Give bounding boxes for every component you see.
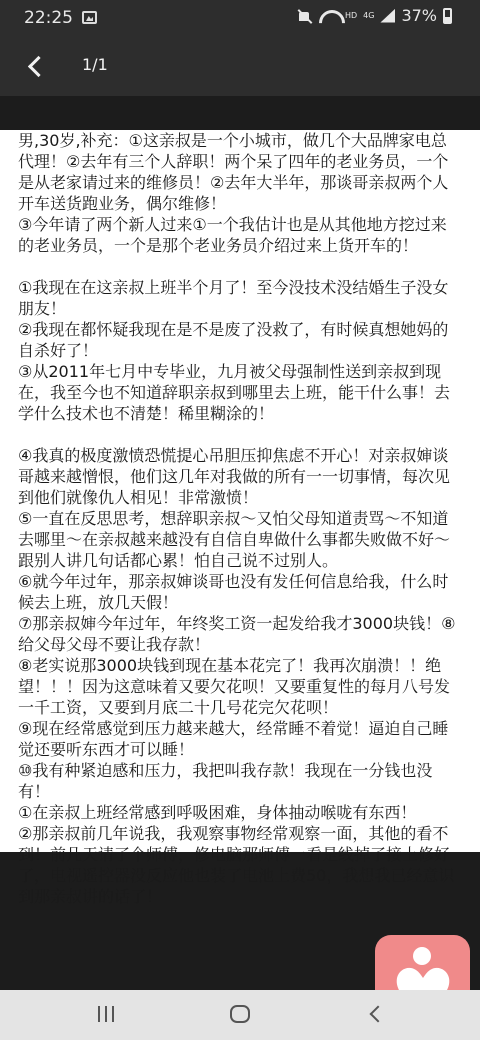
paragraph: ③今年请了两个新人过来①一个我估计也是从其他地方挖过来的老业务员，一个是那个老业务员介绍过来上货开车的！ [18,215,447,255]
navigation-bar [0,990,480,1040]
paragraph: ④我真的极度激愤恐慌提心吊胆压抑焦虑不开心！对亲叔婶谈哥越来越憎恨，他们这几年对我做的所有一一切事情，每次见到他们就像仇人相见！非常激愤！ [18,446,451,507]
paragraph: ⑤一直在反思思考，想辞职亲叔～又怕父母知道责骂～不知道去哪里～在亲叔越来越没有自信自卑做什么事都失败做不好～跟别人讲几句话都心累！怕自己说不过别人。 [18,509,451,570]
document-text [0,130,480,907]
gallery-icon [82,11,97,24]
recent-apps-icon[interactable] [96,1006,116,1024]
paragraph: ①在亲叔上班经常感到呼吸困难，身体抽动喉咙有东西！ [18,803,417,822]
network-label: 4G [363,10,375,20]
mute-icon [297,8,313,24]
back-button[interactable] [20,50,52,82]
paragraph: ②那亲叔前几年说我，我观察事物经常观察一面，其他的看不到！前几天请了个师傅，修电脑那师傅一看是线掉了接上修好了，电视遥控器没反应他也装了电池上费50，我想我已经意识到那亲叔讲的话了！ [18,824,455,906]
battery-icon [443,8,452,24]
wifi-icon [319,8,339,24]
status-bar [0,0,480,36]
paragraph: ⑩我有种紧迫感和压力，我把叫我存款！我现在一分钱也没有！ [18,761,433,801]
paragraph: ②我现在都怀疑我现在是不是废了没救了，有时候真想她妈的自杀好了！ [18,320,449,360]
battery-percent: 37% [401,6,437,25]
status-time: 22:25 [24,8,73,28]
person-head-icon [413,947,431,965]
paragraph: ①我现在在这亲叔上班半个月了！至今没技术没结婚生子没女朋友！ [18,278,449,318]
document-image[interactable] [0,130,480,906]
paragraph: 男,30岁,补充：①这亲叔是一个小城市，做几个大品牌家电总代理！②去年有三个人辞职！两个呆了四年的老业务员，一个是从老家请过来的维修员！②去年大半年，那谈哥亲叔两个人开车送货跑业务，偶尔维修！ [18,131,449,213]
paragraph: ⑦那亲叔婶今年过年，年终奖工资一起发给我才3000块钱！⑧给父母父母不要让我存款！ [18,614,456,654]
paragraph: ③从2011年七月中专毕业，九月被父母强制性送到亲叔到现在，我至今也不知道辞职亲叔到哪里去上班，能干什么事！去学什么技术也不清楚！稀里糊涂的！ [18,362,451,423]
app-bar [0,36,480,96]
back-icon[interactable] [370,1006,387,1023]
status-icons [297,6,452,25]
paragraph: ⑨现在经常感觉到压力越来越大，经常睡不着觉！逼迫自己睡觉还要听东西才可以睡！ [18,719,449,759]
paragraph: ⑥就今年过年，那亲叔婶谈哥也没有发任何信息给我，什么时候去上班，放几天假！ [18,572,449,612]
home-icon[interactable] [230,1005,250,1023]
paragraph: ⑧老实说那3000块钱到现在基本花完了！我再次崩溃！！绝望！！！因为这意味着又要欠花呗！又要重复性的每月八号发一千工资，又要到月底二十几号花完欠花呗！ [18,656,451,717]
signal-icon [380,9,395,23]
page-counter: 1/1 [82,55,108,74]
hd-label: HD [344,10,358,20]
